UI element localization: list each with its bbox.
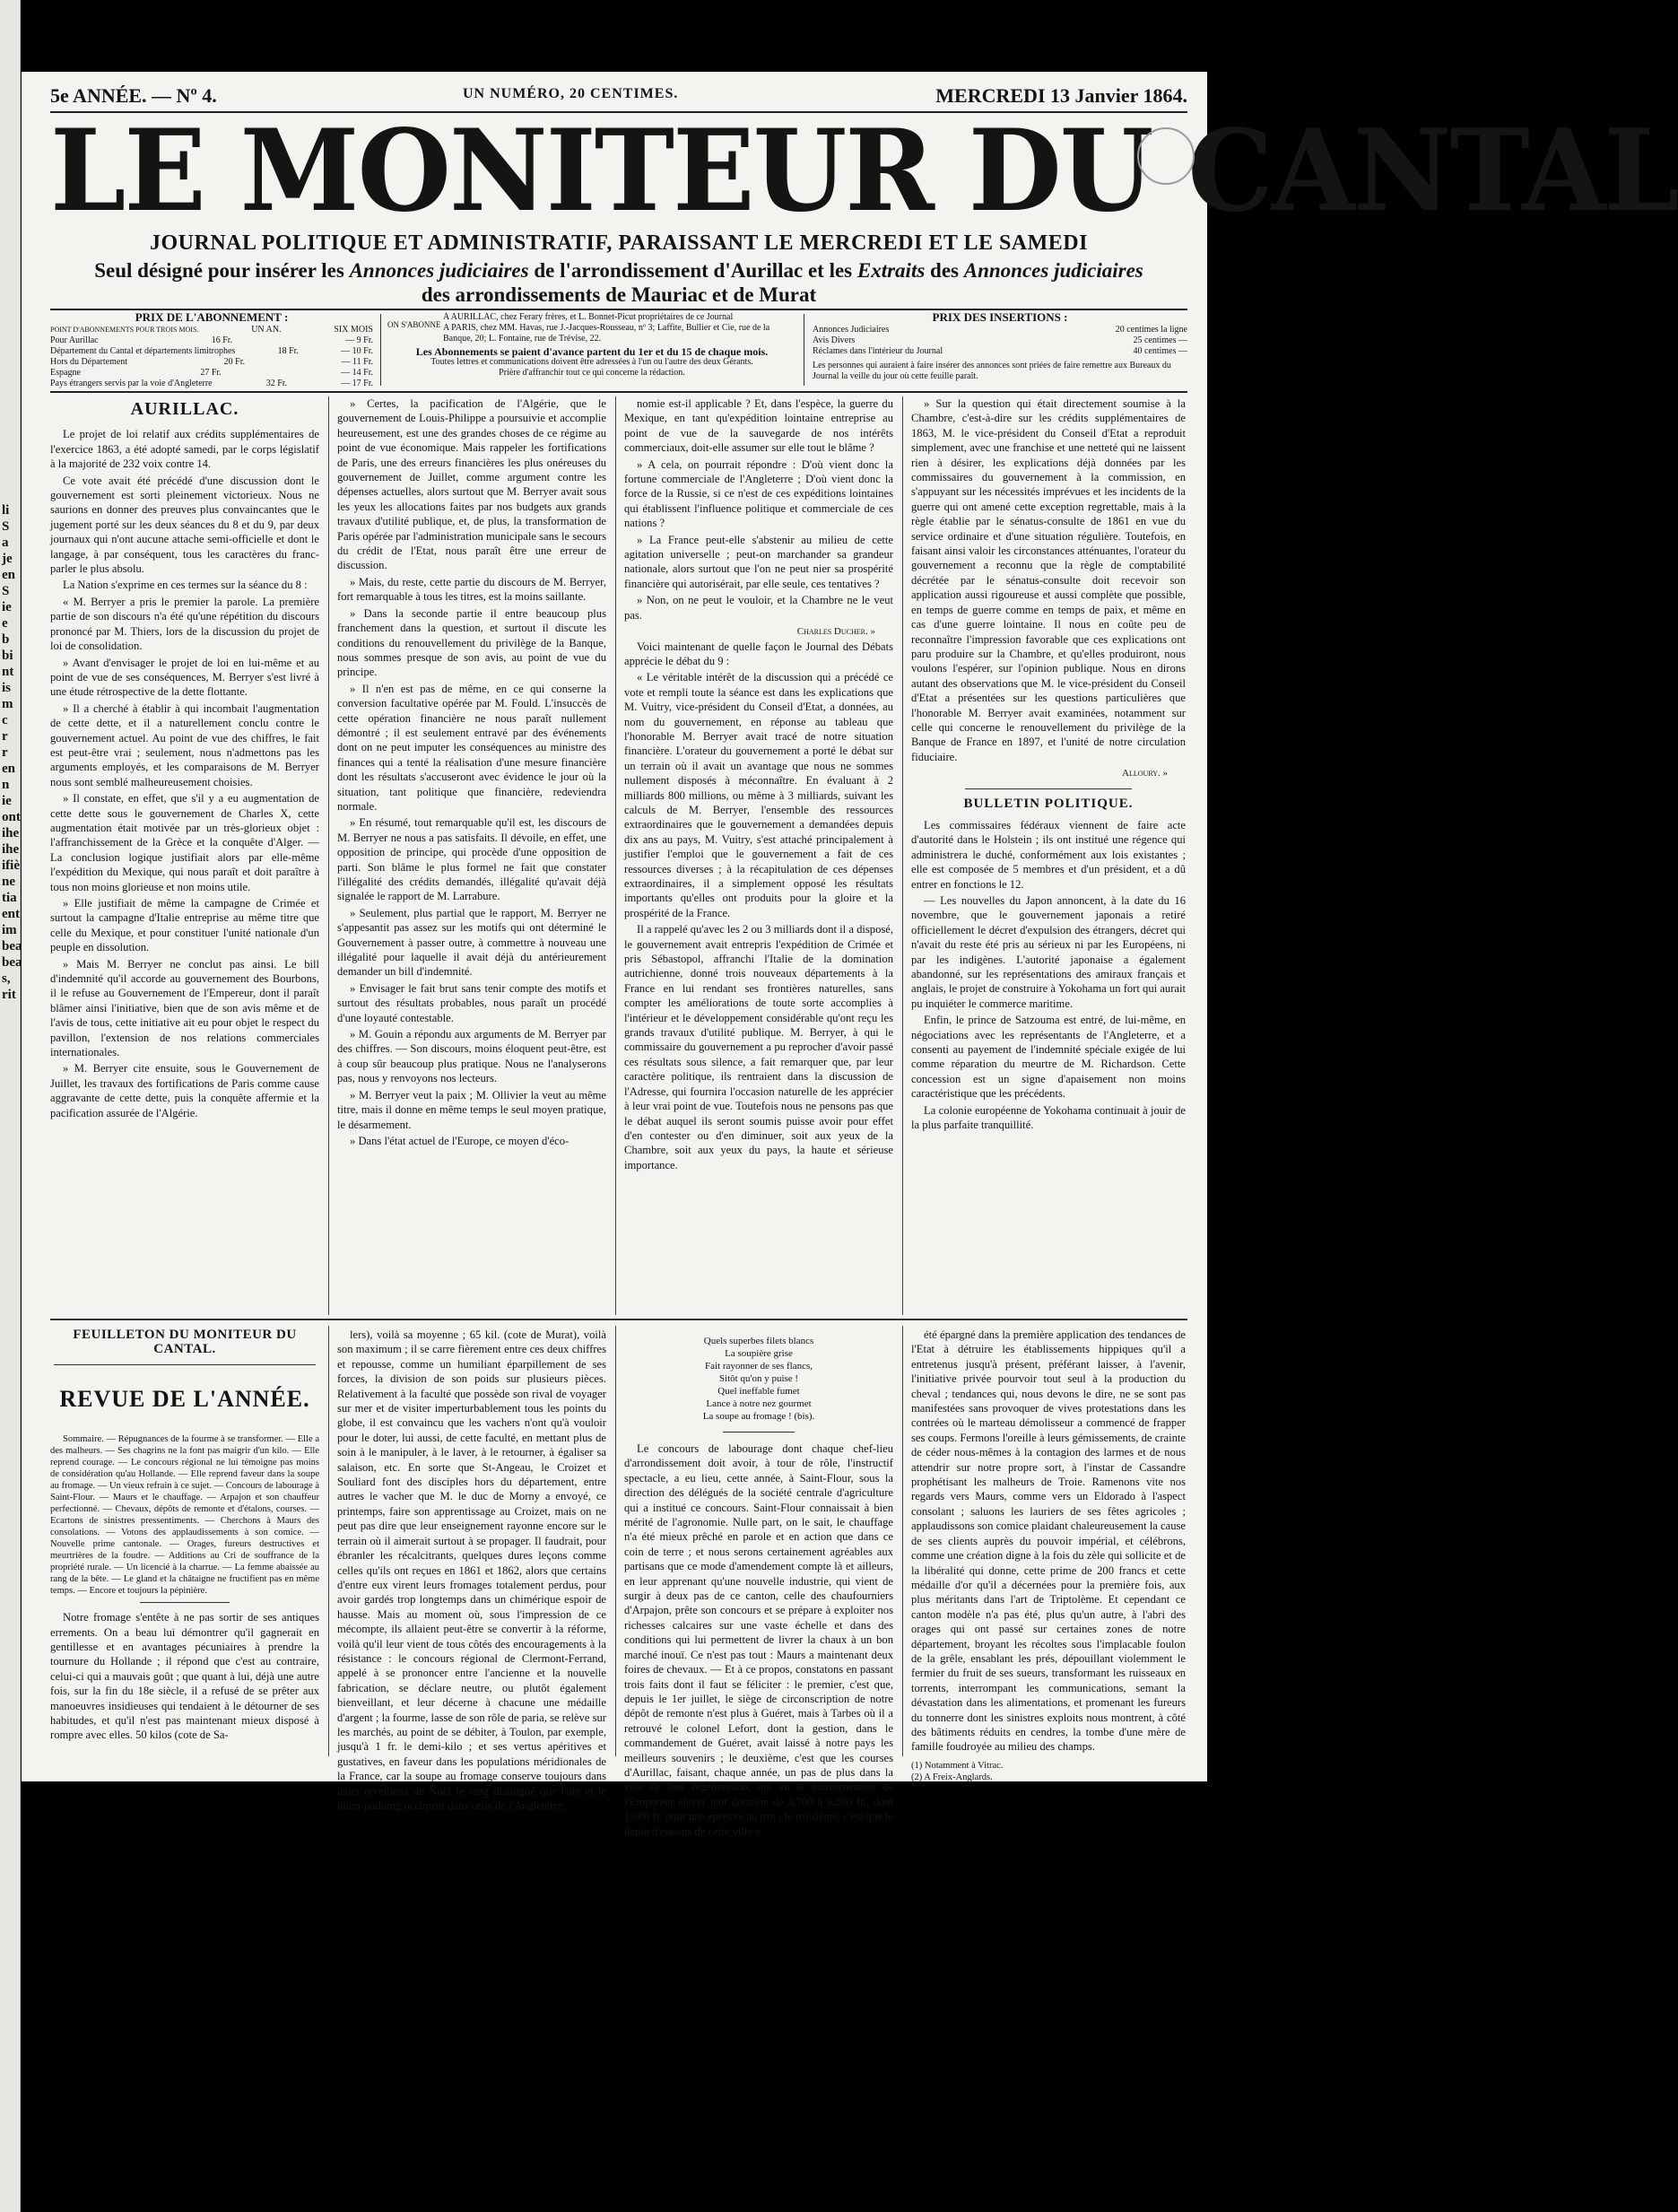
article-paragraph: Voici maintenant de quelle façon le Journal des Débats apprécie le débat du 9 :: [624, 640, 893, 667]
column-aurillac: [50, 396, 319, 1313]
column-rule: [328, 396, 329, 1315]
margin-fragment: s,: [2, 971, 11, 986]
masthead-subtitle: JOURNAL POLITIQUE ET ADMINISTRATIF, PARAISSANT LE MERCREDI ET LE SAMEDI: [150, 231, 1088, 255]
margin-fragment: bea: [2, 939, 22, 954]
margin-fragment: je: [2, 552, 13, 566]
article-paragraph: » Dans l'état actuel de l'Europe, ce moyen d'éco-: [350, 1134, 569, 1147]
margin-fragment: li: [2, 503, 10, 518]
article-paragraph: Le projet de loi relatif aux crédits supplémentaires de l'exercice 1863, a été adopté samedi, par le corps législatif à la majorité de 232 voix contre 14.: [50, 428, 319, 471]
column-rule: [902, 396, 903, 1315]
signature-alloury: Alloury. »: [1122, 768, 1168, 779]
legal-notice: Seul désigné pour insérer les Annonces judiciaires de l'arrondissement d'Aurillac et les Extraits des Annonces judiciaires des arrondissements de Mauriac et de Murat: [94, 259, 1143, 306]
margin-fragment: ifiè: [2, 858, 20, 873]
footnote: (2) A Freix-Anglards.: [911, 1772, 993, 1782]
address-box: ON S'ABONNE A AURILLAC, chez Ferary frères, et L. Bonnet-Picut propriétaires de ce Journal A PARIS, chez MM. Havas, rue J.-Jacques-Rousseau, nº 3; Laffite, Bullier et Cie, rue de la Banque, 20; L. Fontaine, rue de Trévise, 22. Les Abonnements se paient d'avance partent du 1er et du 15 de chaque mois. Toutes lettres et communications doivent être adressées à l'un ou l'autre des deux Gérants. Prière d'affranchir tout ce qui concerne la rédaction.: [387, 312, 770, 378]
margin-fragment: im: [2, 923, 17, 937]
insertion-row: Réclames dans l'intérieur du Journal 40 centimes —: [813, 346, 1187, 356]
article-paragraph: » Dans la seconde partie il entre beaucoup plus franchement dans la question, et surtout il discute les conditions du renouvellement du privilège de la Banque, nous sommes presque de son avis, au point de vue du principe.: [337, 606, 606, 679]
soup-poem: [624, 1335, 893, 1423]
feuilleton-text-2: lers), voilà sa moyenne ; 65 kil. (cote de Murat), voilà son maximum ; il se carre fièrement entre ces deux chiffres et repousse, comme un humiliant éparpillement de ses forces, la division de son poids sur plusieurs pièces. Relativement à la faculté que possède son rival de voyager sur mer et de visiter imperturbablement tous les points du globe, il est convaincu que les vachers n'ont qu'à vouloir pour le doter, lui aussi, de cette faculté, en mettant plus de soin à le manipuler, à le laver, à le retourner, à égaliser sa salaison, etc. En sorte que St-Angeau, le Croizet et Souliard font des disciples hors du département, entre autres le vacher que M. le duc de Morny a envoyé, ce printemps, faire son apprentissage au Croizet, mais on ne peut pas dire que leur enseignement rayonne encore sur le terrain où il aimerait surtout à se propager. Il faudrait, pour ébranler les récalcitrants, quelques dures leçons comme celles qu'ils ont reçues en 1861 et 1862, alors que certains d'entre eux virent leurs fromages totalement perdus, pour avoir gardés trop longtemps dans un chimérique espoir de hausse. Mais au moment où, sous l'impression de ce mécompte, ils allaient peut-être se convertir à la réforme, voilà qu'il leur vient de tous côtés des encouragements à la résistance : le concours régional de Clermont-Ferrand, appelé à se prononcer entre l'ancienne et la nouvelle fabrication, se déclare neutre, ou plutôt également bienveillant, et leur décerne à chacune une médaille d'argent ; la fourme, lasse de son rôle de paria, se relève sur les marchés, au point de se débiter, à Toulon, par exemple, jusqu'à 1 fr. le demi-kilo ; et ses vertus apéritives et gustatives, en faveur dans les populations méridionales de la France, car la soupe au fromage conserve toujours dans leurs réveillons de Noël le rang distingué que l'oie et le plum-pudding occupent dans ceux de l'Angleterre.: [337, 1328, 606, 1812]
insertion-row: Annonces Judiciaires 20 centimes la ligne: [813, 325, 1187, 335]
poem-line: Quel ineffable fumet: [717, 1386, 800, 1397]
bulletin-paragraph: Les commissaires fédéraux viennent de faire acte d'autorité dans le Holstein ; ils ont institué une régence qui administrera le duché, conformément aux lois existantes ; elle est composée de 5 membres et d'un président, et a dû entrer en fonctions le 12.: [911, 818, 1186, 891]
subscription-box: PRIX DE L'ABONNEMENT : POINT D'ABONNEMENTS POUR TROIS MOIS. UN AN. SIX MOIS Pour Aurillac 16 Fr. — 9 Fr. Département du Cantal et départements limitrophes 18 Fr. — 10 Fr. Hors du Département 20 Fr. — 11 Fr. Espagne 27 Fr. — 14 Fr. Pays étrangers servis par la voie d'Angleterre 32 Fr. — 17 Fr.: [50, 310, 373, 388]
subscription-title: PRIX DE L'ABONNEMENT :: [135, 310, 289, 324]
article-paragraph: « M. Berryer a pris le premier la parole. La première partie de son discours n'a été qu'une répétition du discours prononcé par M. Thiers, lors de la discussion du projet de loi de consolidation.: [50, 595, 319, 653]
newspaper-page: [22, 72, 1678, 1838]
poem-line: La soupe au fromage ! (bis).: [702, 1411, 815, 1422]
left-margin-strip: [0, 0, 21, 2212]
article-paragraph: » Mais M. Berryer ne conclut pas ainsi. Le bill d'indemnité qu'il accorde au gouvernement des Bourbons, il le refuse au Gouvernement de l'Empereur, dont il paraît blâmer ainsi l'initiative, bien que de son avis même et de l'avis de tous, cette initiative ait eu pour objet le respect du pavillon, l'extension de nos relations commerciales internationales.: [50, 957, 319, 1059]
bulletin-heading: BULLETIN POLITIQUE.: [963, 796, 1134, 811]
margin-fragment: ie: [2, 794, 12, 808]
subscription-row: Pour Aurillac 16 Fr. — 9 Fr.: [50, 335, 373, 345]
margin-fragment: is: [2, 681, 12, 695]
bulletin-paragraph: La colonie européenne de Yokohama continuait à jouir de la plus parfaite tranquillité.: [911, 1103, 1186, 1132]
margin-fragment: bea: [2, 955, 22, 970]
subscription-rows: [50, 335, 373, 389]
feuilleton-column-3: [624, 1328, 893, 1838]
feuilleton-column-2: [337, 1328, 606, 1812]
column-rule: [902, 1326, 903, 1756]
poem-line: La soupière grise: [725, 1348, 793, 1359]
info-band: [50, 312, 1187, 389]
margin-fragment: bi: [2, 649, 13, 663]
subscription-row: Hors du Département 20 Fr. — 11 Fr.: [50, 357, 373, 367]
margin-fragment: en: [2, 762, 15, 776]
article-paragraph: » Certes, la pacification de l'Algérie, que le gouvernement de Louis-Philippe a poursuivie et accomplie heureusement, est une des grandes choses de ce régime au point de vue économique. Mais rappeler les fortifications de Paris, une des erreurs financières les plus onéreuses du gouvernement de Juillet, comme argument contre les dépenses actuelles, alors surtout que M. Berryer avait sous les yeux les allocations faites par nos budgets aux grands travaux d'utilité publique, et, de plus, la transformation de Paris opérée par l'administration municipale sans le secours du crédit de l'Etat, nous paraît être une erreur de discussion.: [337, 397, 606, 572]
margin-fragment: ie: [2, 600, 12, 614]
column-rule: [615, 396, 616, 1315]
margin-fragment: S: [2, 584, 10, 598]
margin-fragment: e: [2, 616, 8, 631]
article-paragraph: nomie est-il applicable ? Et, dans l'espèce, la guerre du Mexique, en tant qu'expédition lointaine entreprise au point de vue de la sauvegarde de nos intérêts commerciaux, doit-elle assumer sur elle tout le blâme ?: [624, 397, 893, 455]
margin-fragment: ihe: [2, 826, 20, 840]
feuilleton-text-3: Le concours de labourage dont chaque chef-lieu d'arrondissement doit avoir, à tour de rôle, l'instructif spectacle, a eu lieu, cette année, à Saint-Flour, sous la direction des délégués de la société centrale d'agriculture qui a institué ce concours. Saint-Flour connaissait à bien mérité de l'agronomie. Nulle part, on le sait, le chauffage n'a été mieux prêché en parole et en action que dans ce coin de terre ; et nous serons certainement agréables aux partisans que ce mode d'amendement compte là et ailleurs, en leur apprenant qu'une nouvelle industrie, qui vient de surgir à deux pas de ce canton, celle des chaufourniers d'Arpajon, prête son concours et se prépare à exploiter nos richesses calcaires sur une vaste échelle et dans des conditions qui lui permettent de livrer la chaux à un bon marché inouï. Ce n'est pas tout : Maurs a maintenant deux foires de chevaux. — Et à ce propos, constatons en passant trois faits dont il faut se féliciter : le premier, c'est que, depuis le 1er juillet, le siège de circonscription de notre dépôt de remonte n'est plus à Guéret, mais à Tarbes où il a retrouvé le colonel Lefort, dont la gestion, dans le commandement de Guéret, avait laissé à notre pays les meilleurs souvenirs ; le deuxième, c'est que les courses d'Aurillac, faisant, chaque année, un pas de plus dans la voie de leur régénération, ont vu le gouvernement de l'Empereur élever leur dotation de 3,700 à 8,200 fr., dont 1,000 fr. pour une épreuve au trot ; le troisième, c'est que le dépôt d'étalons de cette ville a: [624, 1442, 893, 1838]
masthead-title: LE MONITEUR DU CANTAL: [50, 104, 1678, 238]
article-paragraph: » En résumé, tout remarquable qu'il est, les discours de M. Berryer ne nous a pas satisfaits. Il dévoile, en effet, une opposition de principe, qui procède d'une opposition de parti. Son blâme le plus formel ne fait que constater l'illégalité des crédits demandés, illégalité qu'avait déjà signalée le rapport de M. Larrabure.: [337, 816, 606, 903]
margin-fragment: a: [2, 536, 9, 550]
revue-title: REVUE DE L'ANNÉE.: [59, 1385, 310, 1412]
margin-fragment: r: [2, 745, 8, 760]
subscription-row: Département du Cantal et départements limitrophes 18 Fr. — 10 Fr.: [50, 346, 373, 356]
article-paragraph: » M. Gouin a répondu aux arguments de M. Berryer par des chiffres. — Son discours, moins éloquent peut-être, est à coup sûr beaucoup plus pratique. Nous ne l'analyserons pas, nous y renvoyons nos lecteurs.: [337, 1028, 606, 1085]
signature-ducher: Charles Ducher. »: [796, 626, 875, 638]
article-paragraph: » Il constate, en effet, que s'il y a eu augmentation de cette dette sous le gouvernement de Charles X, cette augmentation était motivée par un très-glorieux objet : l'affranchissement de la Grèce et la conquête d'Alger. — La conclusion logique justifiait alors par elle-même l'expédition du Mexique, qui nous paraît et doit paraître à tous non moins glorieuse et non moins utile.: [50, 792, 319, 893]
insertion-row: Avis Divers 25 centimes —: [813, 335, 1187, 345]
article-paragraph: » Il a cherché à établir à qui incombait l'augmentation de cette dette, et il a naturellement conclu contre le gouvernement actuel. Au point de vue des chiffres, le fait est peut-être vrai ; seulement, nous n'admettons pas les arguments employés, et les comparaisons de M. Berryer nous sont semblé malheureusement choisies.: [50, 701, 319, 788]
article-paragraph: » M. Berryer veut la paix ; M. Ollivier la veut au même titre, mais il donne en même temps le seul moyen pratique, le désarmement.: [337, 1088, 606, 1131]
article-paragraph: Ce vote avait été précédé d'une discussion dont le gouvernement est sorti pleinement victorieux. Nous ne saurions en donner des preuves plus convaincantes que le jugement porté sur les deux séances du 8 et du 9, par deux journaux qui n'ont aucune attache semi-officielle et dont le langage, à par conséquent, tous les caractères du franc-parler le plus absolu.: [50, 474, 319, 576]
article-paragraph: » M. Berryer cite ensuite, sous le Gouvernement de Juillet, les travaux des fortifications de Paris comme cause aggravante de cette dette, puis la conquête affermie et la pacification assurée de l'Algérie.: [50, 1062, 319, 1119]
margin-fragment: tia: [2, 891, 17, 905]
margin-fragment: rit: [2, 988, 16, 1002]
article-paragraph: La Nation s'exprime en ces termes sur la séance du 8 :: [63, 579, 308, 592]
margin-fragment: ihe: [2, 842, 20, 857]
margin-fragment: en: [2, 568, 15, 582]
issue-price: UN NUMÉRO, 20 CENTIMES.: [463, 86, 679, 101]
info-separator: [380, 314, 381, 386]
poem-line: Sitôt qu'on y puise !: [718, 1373, 799, 1384]
sommaire: Sommaire. — Répugnances de la fourme à se transformer. — Elle a des malheurs. — Ses chagrins ne la font pas maigrir d'un kilo. — Elle reprend courage. — Le concours régional ne lui témoigne pas moins de considération qu'au Hollande. — Elle reprend faveur dans la soupe au fromage. — Un vieux refrain à ce sujet. — Concours de labourage à Saint-Flour. — Maurs et le chauffage. — Arpajon et son chauffeur perfectionné. — Chevaux, dépôts de remonte et d'étalons, courses. — Ecartons de sinistres pressentiments. — Cherchons à Maurs des consolations. — Votons des applaudissements à son comice. — Nouvelle prime cantonale. — Orages, fureurs destructives et meurtrières de la foudre. — Additions au Cri de souffrance de la propriété rurale. — Un licencié à la charrue. — La femme abaissée au rang de la bête. — Le gland et la châtaigne ne fructifient pas en même temps. — Encore et toujours la pépinière.: [50, 1434, 319, 1597]
margin-fragment: c: [2, 713, 8, 727]
column-4: [911, 396, 1186, 1313]
feuilleton-title: FEUILLETON DU MONITEUR DU CANTAL.: [73, 1328, 297, 1357]
bulletin-paragraph: — Les nouvelles du Japon annoncent, à la date du 16 novembre, que le gouvernement japonais a retiré officiellement le décret d'expulsion des étrangers, décret qui n'avait du reste été pris au sérieux ni par les Européens, ni par les indigènes. L'autorité japonaise a également abandonné, sur les représentations des amiraux français et anglais, le projet de construire à Yokohama un fort qui aurait pu inquiéter le commerce maritime.: [911, 894, 1186, 1010]
column-2: [337, 396, 606, 1313]
margin-fragment: ent: [2, 907, 20, 921]
article-paragraph: » Envisager le fait brut sans tenir compte des motifs et surtout des résultats probables, nous paraît un procédé d'une loyauté contestable.: [337, 981, 606, 1024]
margin-fragment: ont: [2, 810, 21, 824]
footnote: (1) Notamment à Vitrac.: [911, 1760, 1004, 1771]
aurillac-heading: AURILLAC.: [130, 399, 239, 419]
feuilleton-column-1: [50, 1328, 319, 1758]
article-paragraph: » A cela, on pourrait répondre : D'où vient donc la fortune commerciale de l'Angleterre ; D'où vient donc la force de la Russie, si ce n'est de ces expéditions lointaines qui établissent l'influence politique et commerciale de ces nations ?: [624, 457, 893, 530]
column-rule: [328, 1326, 329, 1756]
column-rule: [615, 1326, 616, 1756]
column-3: [624, 396, 893, 1313]
footnotes: [911, 1760, 1186, 1783]
article-paragraph: » Sur la question qui était directement soumise à la Chambre, c'est-à-dire sur les crédits supplémentaires de 1863, M. le vice-président du Conseil d'Etat a reproduit simplement, avec une franchise et une netteté qui ne laissent rien à désirer, les explications déjà données par les commissaires du gouvernement à la commission, en s'appuyant sur les nécessités imprévues et les incidents de la guerre qui ont amené cette exception regrettable, mais à la règle établie par le sénatus-consulte de 1861 en vue du service ordinaire et d'une situation régulière. Toutefois, en faisant ainsi valoir les circonstances atténuantes, l'orateur du gouvernement a reconnu que la règle de comptabilité décrétée par le sénatus-consulte doit recevoir son application aussi rigoureuse et aussi complète que possible, en temps de guerre comme en temps de paix, et même en cas d'une guerre lointaine. Il nous en coûte peu de reconnaître l'impression favorable que ces explications ont paru produire sur la Chambre, et qu'elles produiront, nous voulons l'espérer, sur l'opinion publique. Nous en dirons autant des observations que M. le vice-président du Conseil d'Etat a présentées sur les questions particulières que l'honorable M. Berryer avait examinées, notamment sur celle qui concerne le renouvellement du privilège de la Banque de France en 1897, et l'unité de notre circulation fiduciaire.: [911, 397, 1186, 763]
insertion-rows: [813, 325, 1187, 357]
margin-fragment: b: [2, 632, 10, 647]
info-bottom-rule: [50, 391, 1187, 393]
library-stamp: [1137, 127, 1195, 185]
article-paragraph: » Il n'en est pas de même, en ce qui conserne la conversion facultative opérée par M. Fould. L'insuccès de cette opération financière ne nous paraît nullement démontré ; il est seulement entravé par des événements dont on ne peut imputer les conséquences au ministre des finances qui a tenté la réalisation d'une mesure financière dont les résultats s'accuseront avec évidence le jour où la situation, tant politique que financière, redeviendra normale.: [337, 682, 606, 813]
article-paragraph: » Elle justifiait de même la campagne de Crimée et surtout la campagne d'Italie entreprise au même titre que celle du Mexique, et pour constituer l'unité nationale d'un peuple en dissolution.: [50, 897, 319, 954]
article-paragraph: » Seulement, plus partial que le rapport, M. Berryer ne s'appesantit pas assez sur les motifs qui ont déterminé le Gouvernement à passer outre, à commettre à nouveau une illégalité pour laquelle il avait déjà du antérieurement demander un bill d'indemnité.: [337, 906, 606, 979]
issue-date: MERCREDI 13 Janvier 1864.: [935, 84, 1187, 107]
issue-number: 5e ANNÉE. — Nº 4.: [50, 84, 217, 107]
margin-fragment: n: [2, 778, 10, 792]
article-paragraph: » Avant d'envisager le projet de loi en lui-même et au point de vue de ses conséquences, M. Berryer s'est livré à une étude rétrospective de la dette flottante.: [50, 656, 319, 699]
article-paragraph: » Mais, du reste, cette partie du discours de M. Berryer, fort remarquable à tous les titres, est la moins saillante.: [337, 575, 606, 604]
subscription-row: Espagne 27 Fr. — 14 Fr.: [50, 368, 373, 378]
article-paragraph: « Le véritable intérêt de la discussion qui a précédé ce vote et rempli toute la séance est dans les explications que M. Vuitry, vice-président du Conseil d'Etat, a données, au nom du gouvernement, en réponse au tableau que l'honorable M. Berryer avait tracé de notre situation financière. L'orateur du gouvernement a porté le débat sur un terrain où il avait un avantage que nous ne sommes nullement disposés à méconnaître. En évaluant à 2 milliards 800 millions, ou même à 3 milliards, suivant les calculs de M. Berryer, l'ensemble des ressources extraordinaires que le gouvernement a demandées depuis dix ans au pays, M. Vuitry, s'est attaché principalement à justifier l'emploi que le gouvernement a fait de ces ressources diverses ; à la récapitulation de ces dépenses extraordinaires, il a simplement opposé les résultats importants qu'elles ont produits pour la gloire et la prospérité de la France.: [624, 671, 893, 919]
poem-line: Quels superbes filets blancs: [703, 1336, 814, 1346]
article-paragraph: Il a rappelé qu'avec les 2 ou 3 milliards dont il a disposé, le gouvernement avait entrepris l'expédition de Crimée et pris Sébastopol, affranchi l'Italie de la domination autrichienne, donné trois nouveaux départements à la France en lui rendant ses frontières naturelles, sans compter les améliorations de toute sorte accomplies à l'intérieur et le développement considérable qu'ont reçu les grands travaux d'utilité publique. M. Berryer, à qui le commissaire du gouvernement a pu reprocher d'avoir passé ces résultats sous silence, a fait remarquer que, par leur caractère politique, ils rentraient dans la discussion de l'Adresse, qui fournira l'occasion naturelle de les apprécier à leur vrai point de vue. Toutefois nous ne pensons pas que le débat auquel ils seront soumis puisse avoir pour effet d'en contester ou d'en diminuer, soit aux yeux de la Chambre, soit aux yeux du pays, la haute et sérieuse importance.: [624, 923, 893, 1171]
margin-fragment: ne: [2, 875, 15, 889]
subscription-row: Pays étrangers servis par la voie d'Angleterre 32 Fr. — 17 Fr.: [50, 379, 373, 388]
feuilleton-column-4: [911, 1328, 1186, 1782]
article-paragraph: » Non, on ne peut le vouloir, et la Chambre ne le veut pas.: [624, 594, 893, 622]
margin-fragment: nt: [2, 665, 14, 679]
insertions-box: PRIX DES INSERTIONS : Annonces Judiciaires 20 centimes la ligne Avis Divers 25 centimes — Réclames dans l'intérieur du Journal 40 centimes — Les personnes qui auraient à faire insérer des annonces sont priées de faire remettre aux Bureaux du Journal la veille du jour où cette feuille paraît.: [813, 310, 1187, 381]
margin-fragment: S: [2, 519, 10, 534]
margin-fragment: r: [2, 729, 8, 744]
margin-fragment: m: [2, 697, 13, 711]
feuilleton-text-4: été épargné dans la première application des tendances de l'Etat à détruire les établissements hippiques qu'il a entretenus jusqu'à présent, préférant laisser, à l'avenir, l'initiative privée pourvoir tout seul à la production du cheval ; tendances qui, nous devons le dire, ne se sont pas manifestées sans provoquer de vives protestations dans les contrées où le marteau démolisseur a commencé de frapper ses coups. Fermons l'oreille à leurs gémissements, de crainte de céder nous-mêmes à la contagion des larmes et de nous attendrir sur notre propre sort, à l'instar de Cassandre prophétisant les malheurs de Troie. Ramenons vite nos regards vers Maurs, comme vers un Eldorado à l'aspect consolant ; saluons les lauriers de ses fêtes agricoles ; applaudissons son comice plaidant chaleureusement la cause de ses clients auprès du pouvoir impérial, et célébrons, comme une création digne à la fois du zèle qui sollicite et de la libéralité qui donne, cette prime de 200 francs et cette médaille d'or qu'il a décernées pour la première fois, aux plus méritants dans l'art de Triptolème. Et cependant ce canton modèle n'a pas été, plus qu'un autre, à l'abri des orages qui ont passé sur certaines zones de notre département, broyant les récoltes sous l'implacable foulon de la grêle, ensablant les prés, dépouillant violemment le fermier du fruit de ses sueurs, transformant les ruisseaux en torrents, interrompant les communications, semant la dévastation dans les alimentations, et promenant les fureurs du tonnerre dont les sinistres exploits nous montrent, à côté des bâtiments réduits en cendres, la tombe d'une mère de famille foudroyée au milieu des champs.: [911, 1328, 1186, 1754]
insertions-title: PRIX DES INSERTIONS :: [932, 310, 1068, 324]
feuilleton-text-1: Notre fromage s'entête à ne pas sortir de ses antiques errements. On a beau lui démontrer qu'il gagnerait en gentillesse et en avantages pécuniaires à prendre la tournure du Hollande ; il répond que c'est au contraire, celui-ci qui a mauvais goût ; que quant à lui, déjà une autre fois, sur la fin du 18e siècle, il a refusé de se prêter aux manoeuvres insidieuses qui tendaient à le détourner de ses habitudes, et qu'il n'est pas maintenant mieux disposé à rompre avec elles. 50 kilos (cote de Sa-: [50, 1611, 319, 1742]
feuilleton-rule: [50, 1319, 1187, 1320]
poem-line: Fait rayonner de ses flancs,: [704, 1361, 813, 1372]
poem-line: Lance à notre nez gourmet: [706, 1398, 812, 1409]
article-paragraph: » La France peut-elle s'abstenir au milieu de cette agitation universelle ; peut-on marchander sa grandeur nationale, alors surtout que l'on ne peut nier sa prospérité financière qui autorisérait, par elle seule, ces tentatives ?: [624, 533, 893, 590]
bulletin-paragraph: Enfin, le prince de Satzouma est entré, de lui-même, en négociations avec les représentants de l'Angleterre, et a consenti au payement de l'indemnité spéciale exigée de lui comme réparation du meurtre de M. Richardson. Cette concession est un signe d'apaisement non moins caractéristique que les précédents.: [911, 1014, 1186, 1101]
